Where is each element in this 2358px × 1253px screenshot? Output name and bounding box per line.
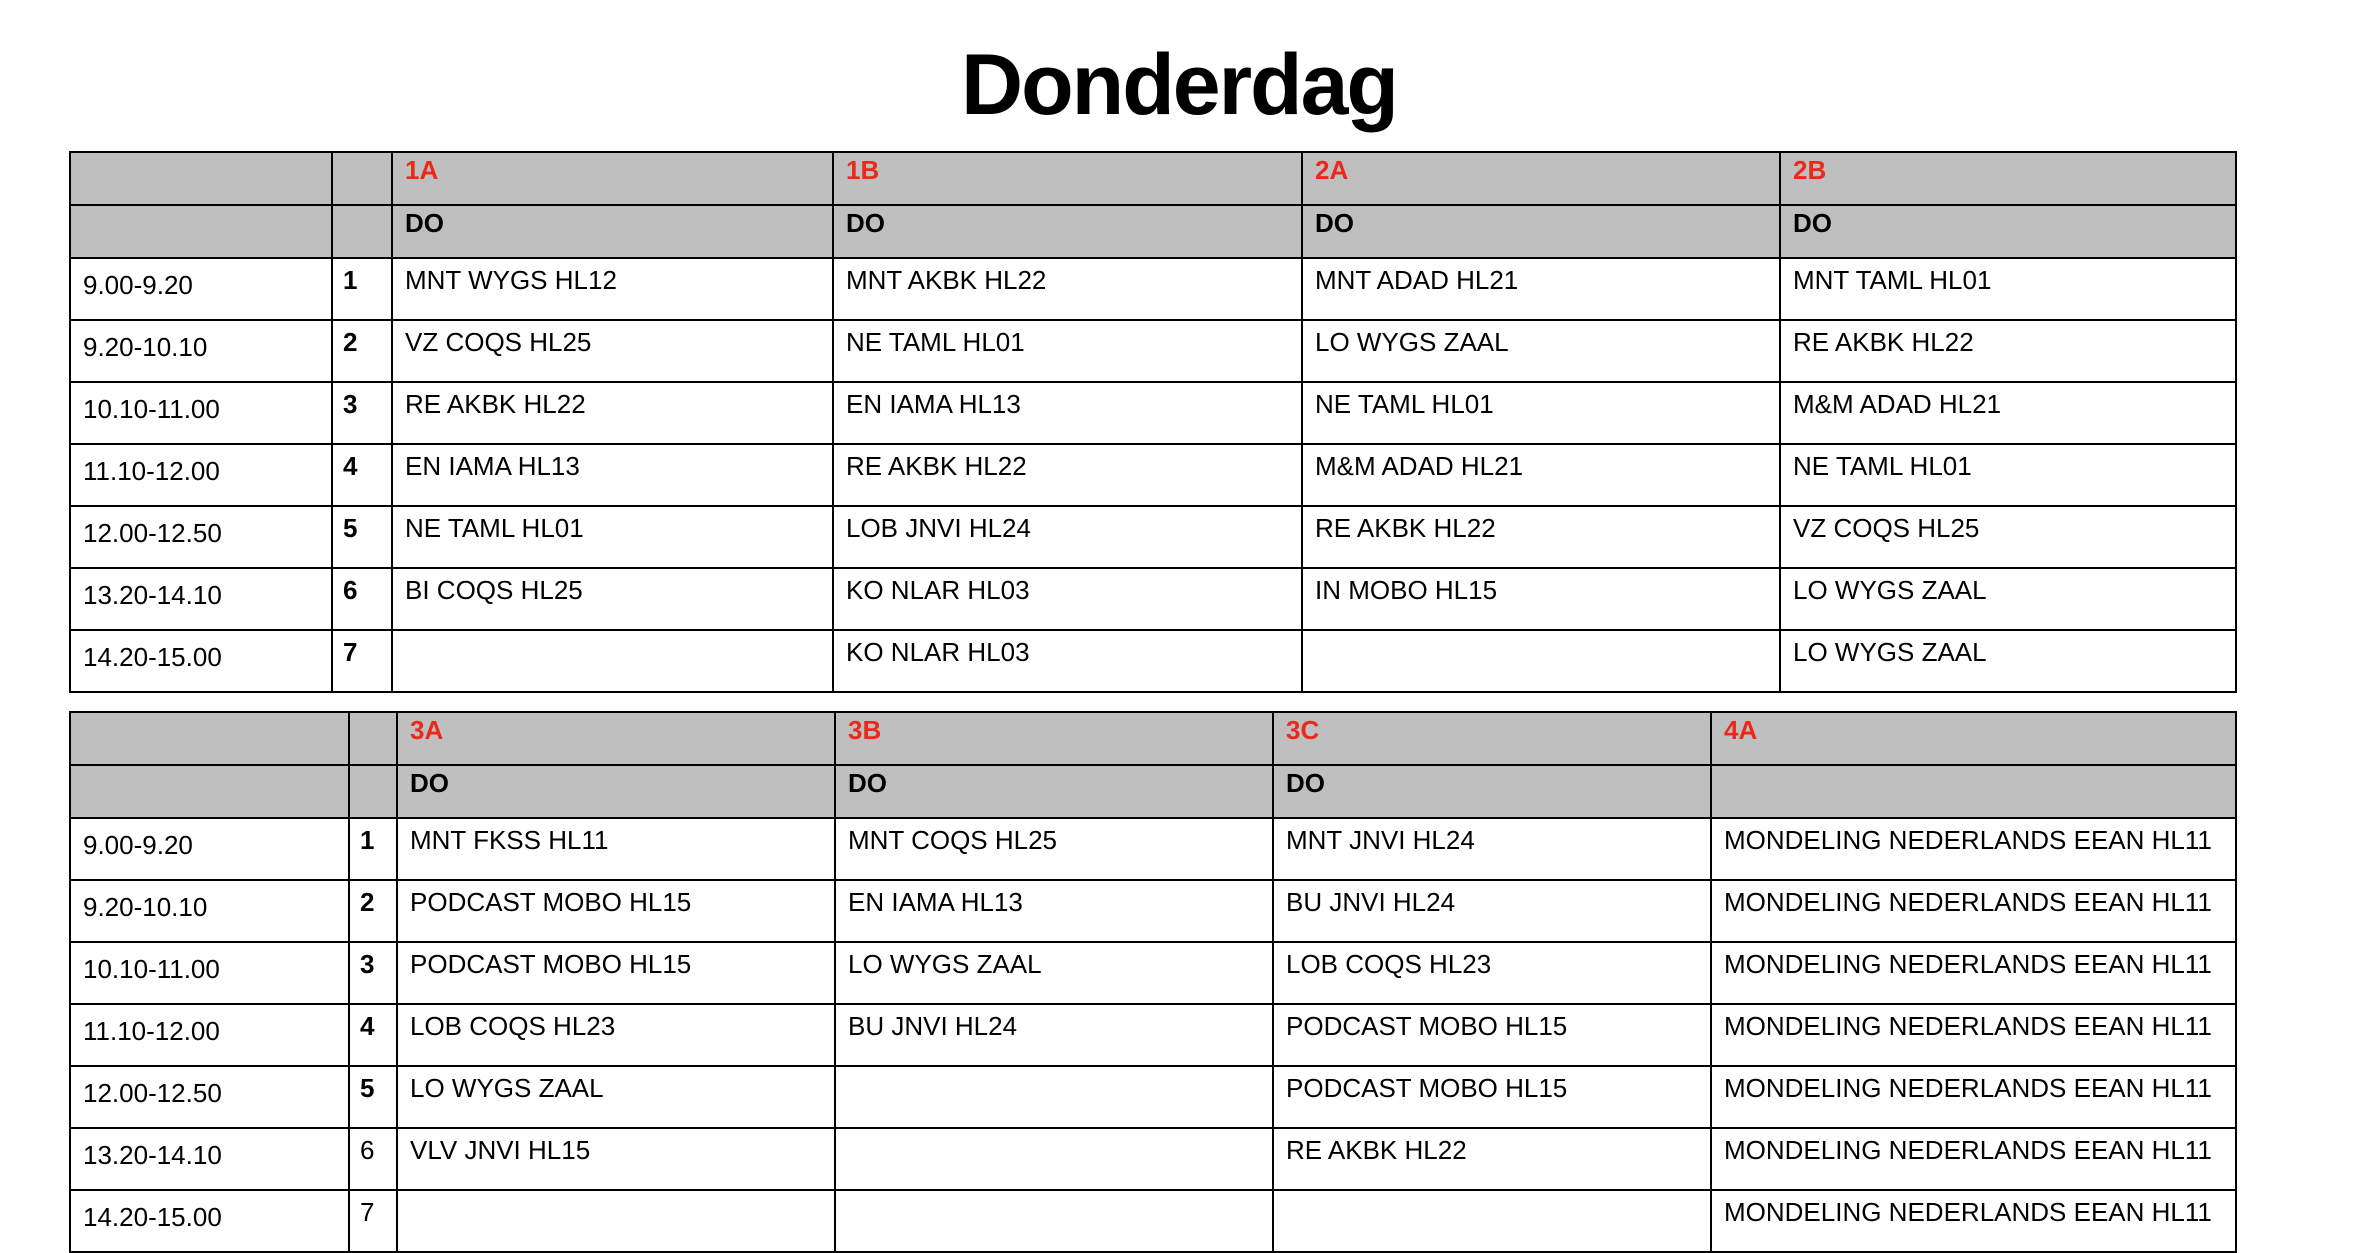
period-number: 7 (332, 630, 392, 692)
table-row (70, 942, 2236, 1004)
lesson-cell (1273, 1190, 1711, 1252)
header-row-days (70, 205, 2236, 258)
lesson-cell: RE AKBK HL22 (392, 382, 833, 444)
time-slot: 12.00-12.50 (70, 1066, 349, 1128)
lesson-cell: RE AKBK HL22 (1302, 506, 1780, 568)
table-row (70, 1190, 2236, 1252)
header-row-classes (70, 712, 2236, 765)
table-row (70, 382, 2236, 444)
lesson-cell: NE TAML HL01 (1780, 444, 2236, 506)
lesson-cell: KO NLAR HL03 (833, 630, 1302, 692)
period-number: 1 (332, 258, 392, 320)
period-number: 1 (349, 818, 397, 880)
period-number: 5 (349, 1066, 397, 1128)
period-number: 4 (332, 444, 392, 506)
lesson-cell: MONDELING NEDERLANDS EEAN HL11 (1711, 942, 2236, 1004)
lesson-cell: LOB COQS HL23 (397, 1004, 835, 1066)
period-number: 5 (332, 506, 392, 568)
period-number: 6 (349, 1128, 397, 1190)
header-empty-nr (332, 152, 392, 205)
table-row (70, 630, 2236, 692)
day-label: DO (392, 205, 833, 258)
lesson-cell: M&M ADAD HL21 (1302, 444, 1780, 506)
header-row-classes (70, 152, 2236, 205)
table-row (70, 1128, 2236, 1190)
lesson-cell: NE TAML HL01 (1302, 382, 1780, 444)
period-number: 2 (332, 320, 392, 382)
lesson-cell: KO NLAR HL03 (833, 568, 1302, 630)
header-row-days (70, 765, 2236, 818)
table-row (70, 258, 2236, 320)
lesson-cell: LO WYGS ZAAL (397, 1066, 835, 1128)
lesson-cell: MONDELING NEDERLANDS EEAN HL11 (1711, 1066, 2236, 1128)
time-slot: 12.00-12.50 (70, 506, 332, 568)
time-slot: 13.20-14.10 (70, 1128, 349, 1190)
lesson-cell: LO WYGS ZAAL (835, 942, 1273, 1004)
lesson-cell (835, 1190, 1273, 1252)
lesson-cell: PODCAST MOBO HL15 (1273, 1066, 1711, 1128)
table-row (70, 1066, 2236, 1128)
lesson-cell: MONDELING NEDERLANDS EEAN HL11 (1711, 880, 2236, 942)
day-label: DO (397, 765, 835, 818)
lesson-cell: MNT WYGS HL12 (392, 258, 833, 320)
time-slot: 14.20-15.00 (70, 630, 332, 692)
lesson-cell (392, 630, 833, 692)
lesson-cell (397, 1190, 835, 1252)
table-row (70, 568, 2236, 630)
lesson-cell: PODCAST MOBO HL15 (1273, 1004, 1711, 1066)
period-number: 4 (349, 1004, 397, 1066)
period-number: 6 (332, 568, 392, 630)
day-label: DO (833, 205, 1302, 258)
header-empty-time (70, 712, 349, 765)
lesson-cell: EN IAMA HL13 (833, 382, 1302, 444)
lesson-cell: IN MOBO HL15 (1302, 568, 1780, 630)
lesson-cell: M&M ADAD HL21 (1780, 382, 2236, 444)
timetable-1 (69, 151, 2237, 693)
day-label: DO (1780, 205, 2236, 258)
lesson-cell: VZ COQS HL25 (1780, 506, 2236, 568)
time-slot: 11.10-12.00 (70, 1004, 349, 1066)
time-slot: 10.10-11.00 (70, 382, 332, 444)
lesson-cell: MONDELING NEDERLANDS EEAN HL11 (1711, 1004, 2236, 1066)
lesson-cell: MONDELING NEDERLANDS EEAN HL11 (1711, 1128, 2236, 1190)
lesson-cell (835, 1066, 1273, 1128)
lesson-cell: VLV JNVI HL15 (397, 1128, 835, 1190)
time-slot: 9.20-10.10 (70, 880, 349, 942)
period-number: 3 (349, 942, 397, 1004)
header-empty-nr (349, 712, 397, 765)
lesson-cell: VZ COQS HL25 (392, 320, 833, 382)
lesson-cell: EN IAMA HL13 (835, 880, 1273, 942)
timetable-body (70, 152, 2236, 692)
lesson-cell: PODCAST MOBO HL15 (397, 942, 835, 1004)
lesson-cell: NE TAML HL01 (392, 506, 833, 568)
class-label: 3A (397, 712, 835, 765)
period-number: 2 (349, 880, 397, 942)
lesson-cell: RE AKBK HL22 (1780, 320, 2236, 382)
class-label: 3C (1273, 712, 1711, 765)
table-row (70, 444, 2236, 506)
time-slot: 14.20-15.00 (70, 1190, 349, 1252)
time-slot: 10.10-11.00 (70, 942, 349, 1004)
timetable-2 (69, 711, 2237, 1253)
lesson-cell: BI COQS HL25 (392, 568, 833, 630)
class-label: 1B (833, 152, 1302, 205)
lesson-cell: PODCAST MOBO HL15 (397, 880, 835, 942)
lesson-cell: EN IAMA HL13 (392, 444, 833, 506)
time-slot: 9.00-9.20 (70, 818, 349, 880)
table-row (70, 880, 2236, 942)
table-row (70, 818, 2236, 880)
lesson-cell: MNT FKSS HL11 (397, 818, 835, 880)
lesson-cell: LOB JNVI HL24 (833, 506, 1302, 568)
page-title: Donderdag (961, 37, 1397, 133)
lesson-cell: MNT TAML HL01 (1780, 258, 2236, 320)
table-row (70, 320, 2236, 382)
lesson-cell: MNT COQS HL25 (835, 818, 1273, 880)
time-slot: 9.20-10.10 (70, 320, 332, 382)
lesson-cell: LOB COQS HL23 (1273, 942, 1711, 1004)
day-label (1711, 765, 2236, 818)
header-empty-time (70, 152, 332, 205)
lesson-cell: MNT ADAD HL21 (1302, 258, 1780, 320)
header-empty-time (70, 205, 332, 258)
header-empty-nr (332, 205, 392, 258)
lesson-cell: RE AKBK HL22 (1273, 1128, 1711, 1190)
day-label: DO (1302, 205, 1780, 258)
lesson-cell (835, 1128, 1273, 1190)
time-slot: 9.00-9.20 (70, 258, 332, 320)
header-empty-time (70, 765, 349, 818)
lesson-cell: MNT AKBK HL22 (833, 258, 1302, 320)
header-empty-nr (349, 765, 397, 818)
time-slot: 11.10-12.00 (70, 444, 332, 506)
lesson-cell: LO WYGS ZAAL (1780, 568, 2236, 630)
period-number: 7 (349, 1190, 397, 1252)
class-label: 1A (392, 152, 833, 205)
table-row (70, 1004, 2236, 1066)
lesson-cell: RE AKBK HL22 (833, 444, 1302, 506)
table-row (70, 506, 2236, 568)
lesson-cell: MNT JNVI HL24 (1273, 818, 1711, 880)
class-label: 2A (1302, 152, 1780, 205)
lesson-cell: BU JNVI HL24 (835, 1004, 1273, 1066)
lesson-cell: LO WYGS ZAAL (1302, 320, 1780, 382)
timetable-body (70, 712, 2236, 1252)
lesson-cell: MONDELING NEDERLANDS EEAN HL11 (1711, 1190, 2236, 1252)
day-label: DO (835, 765, 1273, 818)
lesson-cell: BU JNVI HL24 (1273, 880, 1711, 942)
class-label: 4A (1711, 712, 2236, 765)
lesson-cell (1302, 630, 1780, 692)
time-slot: 13.20-14.10 (70, 568, 332, 630)
lesson-cell: LO WYGS ZAAL (1780, 630, 2236, 692)
class-label: 3B (835, 712, 1273, 765)
day-label: DO (1273, 765, 1711, 818)
period-number: 3 (332, 382, 392, 444)
lesson-cell: NE TAML HL01 (833, 320, 1302, 382)
lesson-cell: MONDELING NEDERLANDS EEAN HL11 (1711, 818, 2236, 880)
class-label: 2B (1780, 152, 2236, 205)
